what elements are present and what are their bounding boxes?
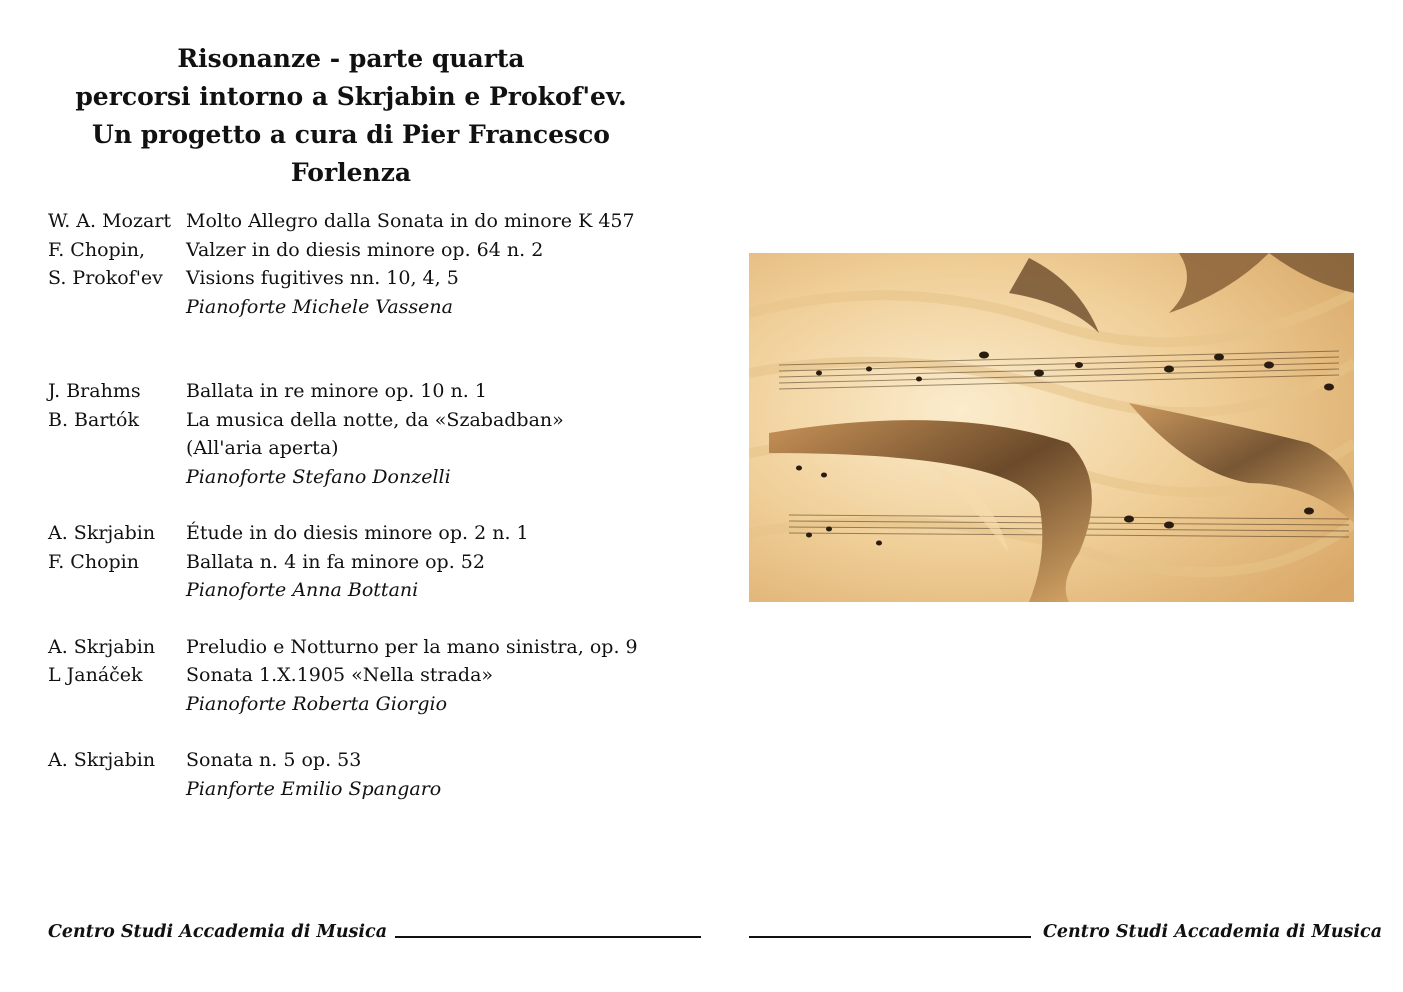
- performer-name: Pianforte Emilio Spangaro: [186, 777, 442, 800]
- footer-left: [48, 922, 701, 942]
- work-title: La musica della notte, da «Szabadban»: [186, 408, 564, 431]
- program-row: [48, 633, 688, 662]
- performer-name: Pianoforte Stefano Donzelli: [186, 465, 451, 488]
- composer-name: B. Bartók: [48, 408, 140, 431]
- title-line-1: Risonanze - parte quarta: [177, 44, 525, 73]
- program-group: [48, 746, 688, 803]
- work-title: Ballata n. 4 in fa minore op. 52: [186, 550, 485, 573]
- composer-name: F. Chopin: [48, 550, 139, 573]
- work-title: Molto Allegro dalla Sonata in do minore K 457: [186, 210, 635, 232]
- program-row: [48, 548, 688, 577]
- performer-row: [48, 576, 688, 605]
- performer-row: [48, 690, 688, 719]
- program-row: [48, 519, 688, 548]
- program-row: [48, 377, 688, 406]
- performer-name: Pianoforte Michele Vassena: [186, 295, 453, 318]
- program-row: [48, 406, 688, 435]
- program-group: [48, 377, 688, 491]
- performer-name: Pianoforte Roberta Giorgio: [186, 692, 448, 715]
- program-row: [48, 746, 688, 775]
- work-title: Ballata in re minore op. 10 n. 1: [186, 380, 487, 402]
- composer-name: A. Skrjabin: [48, 749, 156, 771]
- composer-name: L Janáček: [48, 664, 143, 686]
- footer-right: [749, 922, 1382, 942]
- footer-right-rule: [749, 936, 1031, 938]
- work-title: Étude in do diesis minore op. 2 n. 1: [186, 522, 529, 544]
- program-row: [48, 661, 688, 690]
- composer-name: J. Brahms: [48, 380, 141, 402]
- program-group: [48, 633, 688, 719]
- work-title: (All'aria aperta): [186, 437, 339, 459]
- footer-left-rule: [395, 936, 701, 938]
- work-title: Preludio e Notturno per la mano sinistra, op. 9: [186, 635, 638, 658]
- composer-name: W. A. Mozart: [48, 210, 172, 232]
- composer-name: F. Chopin,: [48, 238, 146, 261]
- work-title: Visions fugitives nn. 10, 4, 5: [186, 267, 459, 289]
- composer-name: A. Skrjabin: [48, 522, 156, 544]
- performer-name: Pianoforte Anna Bottani: [186, 579, 419, 601]
- program-row: [48, 434, 688, 463]
- program-group: [48, 519, 688, 605]
- program-row: [48, 264, 688, 293]
- footer-left-text: Centro Studi Accademia di Musica: [48, 922, 388, 942]
- work-title: Valzer in do diesis minore op. 64 n. 2: [186, 238, 544, 261]
- title-line-3: Un progetto a cura di Pier Francesco Forlenza: [92, 120, 610, 187]
- page-title: [40, 40, 662, 192]
- music-score-swirl-image: [749, 253, 1354, 602]
- footer-right-text: Centro Studi Accademia di Musica: [1043, 922, 1383, 942]
- composer-name: S. Prokof'ev: [48, 267, 163, 289]
- title-line-2: percorsi intorno a Skrjabin e Prokof'ev.: [75, 82, 627, 111]
- work-title: Sonata 1.X.1905 «Nella strada»: [186, 664, 494, 686]
- work-title: Sonata n. 5 op. 53: [186, 749, 362, 771]
- composer-name: A. Skrjabin: [48, 635, 156, 658]
- performer-row: [48, 293, 688, 322]
- performer-row: [48, 775, 688, 804]
- performer-row: [48, 463, 688, 492]
- program-row: [48, 236, 688, 265]
- program-group: [48, 207, 688, 321]
- composer-name: [48, 434, 186, 463]
- concert-program: [48, 207, 688, 831]
- program-row: [48, 207, 688, 236]
